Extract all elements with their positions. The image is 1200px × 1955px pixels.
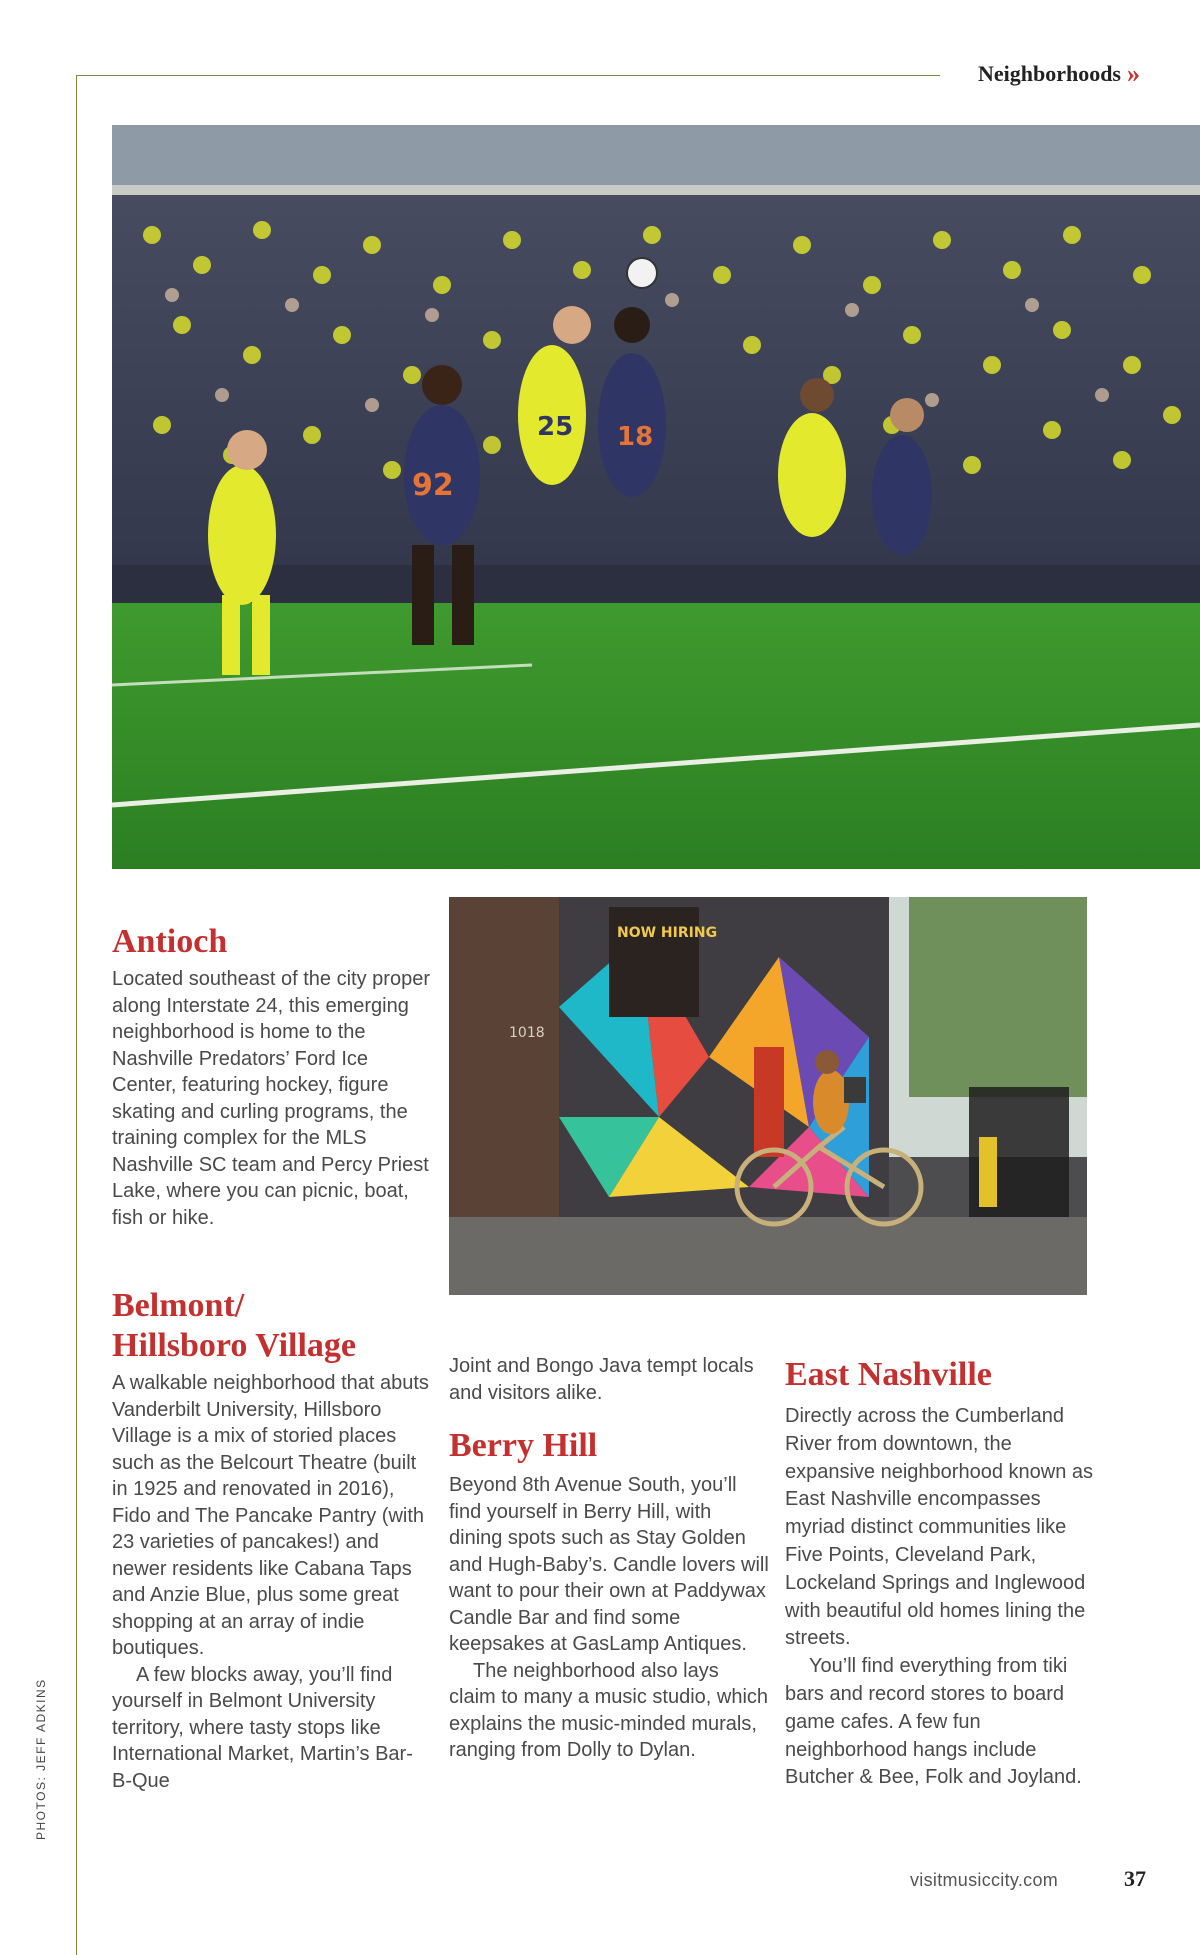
- body-berry-hill-p1: Beyond 8th Avenue South, you’ll find yourself in Berry Hill, with dining spots such as Stay Golden and Hugh-Baby’s. Candle lovers will want to pour their own at Paddywax Candle Bar and find some keepsakes at GasLamp Antiques.: [449, 1474, 769, 1655]
- heading-belmont-line2: Hillsboro Village: [112, 1327, 357, 1364]
- frame-top-rule: [76, 75, 940, 76]
- body-east-nashville-p2: You’ll find everything from tiki bars and record stores to board game cafes. A few fun neighborhood hangs include Butcher & Bee, Folk and Joyland.: [785, 1655, 1082, 1789]
- photo-credit-text: PHOTOS: JEFF ADKINS: [34, 1678, 48, 1840]
- heading-berry-hill: Berry Hill: [449, 1427, 598, 1464]
- building-number: 1018: [509, 1025, 545, 1041]
- heading-east-nashville: East Nashville: [785, 1356, 992, 1393]
- article-east-nashville: [785, 1355, 1105, 1792]
- jersey-number-92: 92: [412, 468, 454, 503]
- jersey-number-18: 18: [617, 422, 654, 452]
- soccer-match-photo: [112, 125, 1200, 869]
- photo-credit: [30, 1678, 50, 1850]
- section-title: Neighborhoods: [977, 61, 1121, 86]
- frame-left-rule: [76, 75, 77, 1955]
- cyclist-mural-photo: [449, 897, 1087, 1295]
- article-belmont: [112, 1286, 432, 1794]
- page-number: 37: [1124, 1866, 1146, 1891]
- heading-belmont-line1: Belmont/: [112, 1287, 245, 1324]
- article-antioch: [112, 922, 432, 1231]
- body-belmont-p2: A few blocks away, you’ll find yourself in Belmont University territory, where tasty stops like International Market, Martin’s Bar-B-Que: [112, 1663, 413, 1792]
- now-hiring-sign: NOW HIRING: [617, 925, 718, 941]
- double-chevron-icon: »: [1127, 59, 1140, 88]
- body-belmont-continued: Joint and Bongo Java tempt locals and visitors alike.: [449, 1355, 754, 1404]
- footer-url: visitmusiccity.com: [910, 1870, 1059, 1890]
- heading-belmont: [112, 1286, 432, 1366]
- body-east-nashville-p1: Directly across the Cumberland River from downtown, the expansive neighborhood known as East Nashville encompasses myriad distinct communities like Five Points, Cleveland Park, Lockeland Springs and Inglewood with beautiful old homes lining the streets.: [785, 1405, 1093, 1650]
- section-header: [966, 58, 1140, 90]
- jersey-number-25: 25: [537, 412, 574, 442]
- body-berry-hill-p2: The neighborhood also lays claim to many a music studio, which explains the music-minded murals, ranging from Dolly to Dylan.: [449, 1659, 769, 1761]
- article-berry-hill: [449, 1353, 769, 1764]
- heading-antioch: Antioch: [112, 923, 228, 960]
- body-antioch: Located southeast of the city proper along Interstate 24, this emerging neighborhood is home to the Nashville Predators’ Ford Ice Center, featuring hockey, figure skating and curling programs, the training complex for the MLS Nashville SC team and Percy Priest Lake, where you can picnic, boat, fish or hike.: [112, 968, 430, 1229]
- body-belmont-p1: A walkable neighborhood that abuts Vanderbilt University, Hillsboro Village is a mix of storied places such as the Belcourt Theatre (built in 1925 and renovated in 2016), Fido and The Pancake Pantry (with 23 varieties of pancakes!) and newer residents like Cabana Taps and Anzie Blue, plus some great shopping at an array of indie boutiques.: [112, 1372, 429, 1659]
